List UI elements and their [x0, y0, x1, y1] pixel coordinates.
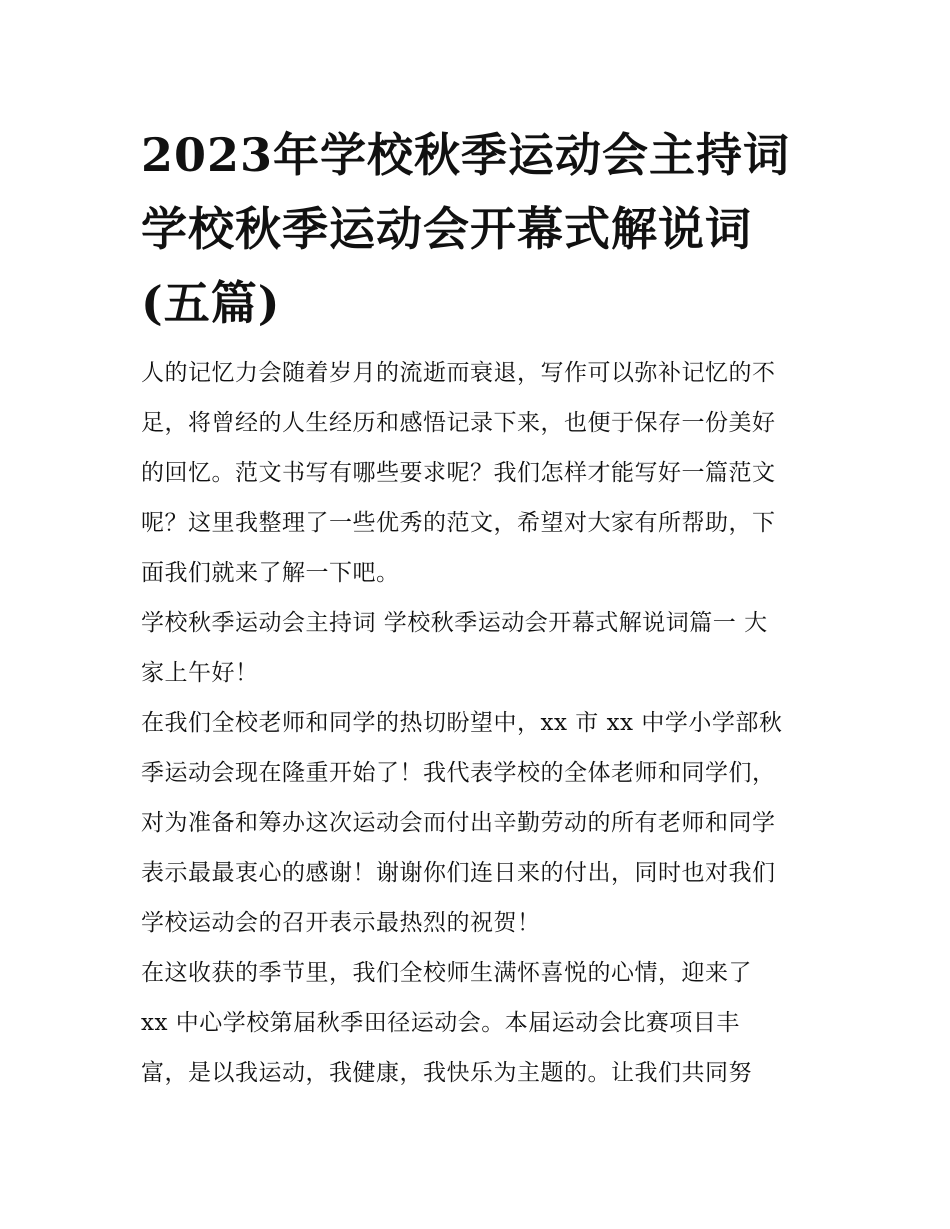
- text-line: 面我们就来了解一下吧。: [141, 560, 400, 586]
- document-page: [141, 118, 813, 1098]
- text-line: 在这收获的季节里，我们全校师生满怀喜悦的心情，迎来了: [141, 960, 752, 986]
- text-line: 家上午好！: [141, 660, 259, 686]
- text-line: 学校运动会的召开表示最热烈的祝贺！: [141, 910, 541, 936]
- title-line: 2023年学校秋季运动会主持词: [141, 128, 791, 182]
- text-line: 季运动会现在隆重开始了！我代表学校的全体老师和同学们，: [141, 760, 776, 786]
- text-line: 对为准备和筹办这次运动会而付出辛勤劳动的所有老师和同学: [141, 810, 776, 836]
- title-line: (五篇): [141, 276, 281, 330]
- section-heading-paragraph: [141, 598, 813, 698]
- text-line: 富，是以我运动，我健康，我快乐为主题的。让我们共同努: [141, 1060, 752, 1086]
- text-line: 的回忆。范文书写有哪些要求呢？我们怎样才能写好一篇范文: [141, 460, 776, 486]
- intro-paragraph: [141, 348, 813, 598]
- document-title: [141, 118, 813, 340]
- body-paragraph: [141, 698, 813, 948]
- body-paragraph: [141, 948, 813, 1098]
- text-line: xx 中心学校第届秋季田径运动会。本届运动会比赛项目丰: [141, 1010, 740, 1036]
- text-line: 表示最最衷心的感谢！谢谢你们连日来的付出，同时也对我们: [141, 860, 776, 886]
- text-line: 呢？这里我整理了一些优秀的范文，希望对大家有所帮助，下: [141, 510, 776, 536]
- text-line: 足，将曾经的人生经历和感悟记录下来，也便于保存一份美好: [141, 410, 776, 436]
- text-line: 在我们全校老师和同学的热切盼望中，xx 市 xx 中学小学部秋: [141, 710, 783, 736]
- title-line: 学校秋季运动会开幕式解说词: [141, 202, 752, 256]
- text-line: 学校秋季运动会主持词 学校秋季运动会开幕式解说词篇一 大: [141, 610, 768, 636]
- text-line: 人的记忆力会随着岁月的流逝而衰退，写作可以弥补记忆的不: [141, 360, 776, 386]
